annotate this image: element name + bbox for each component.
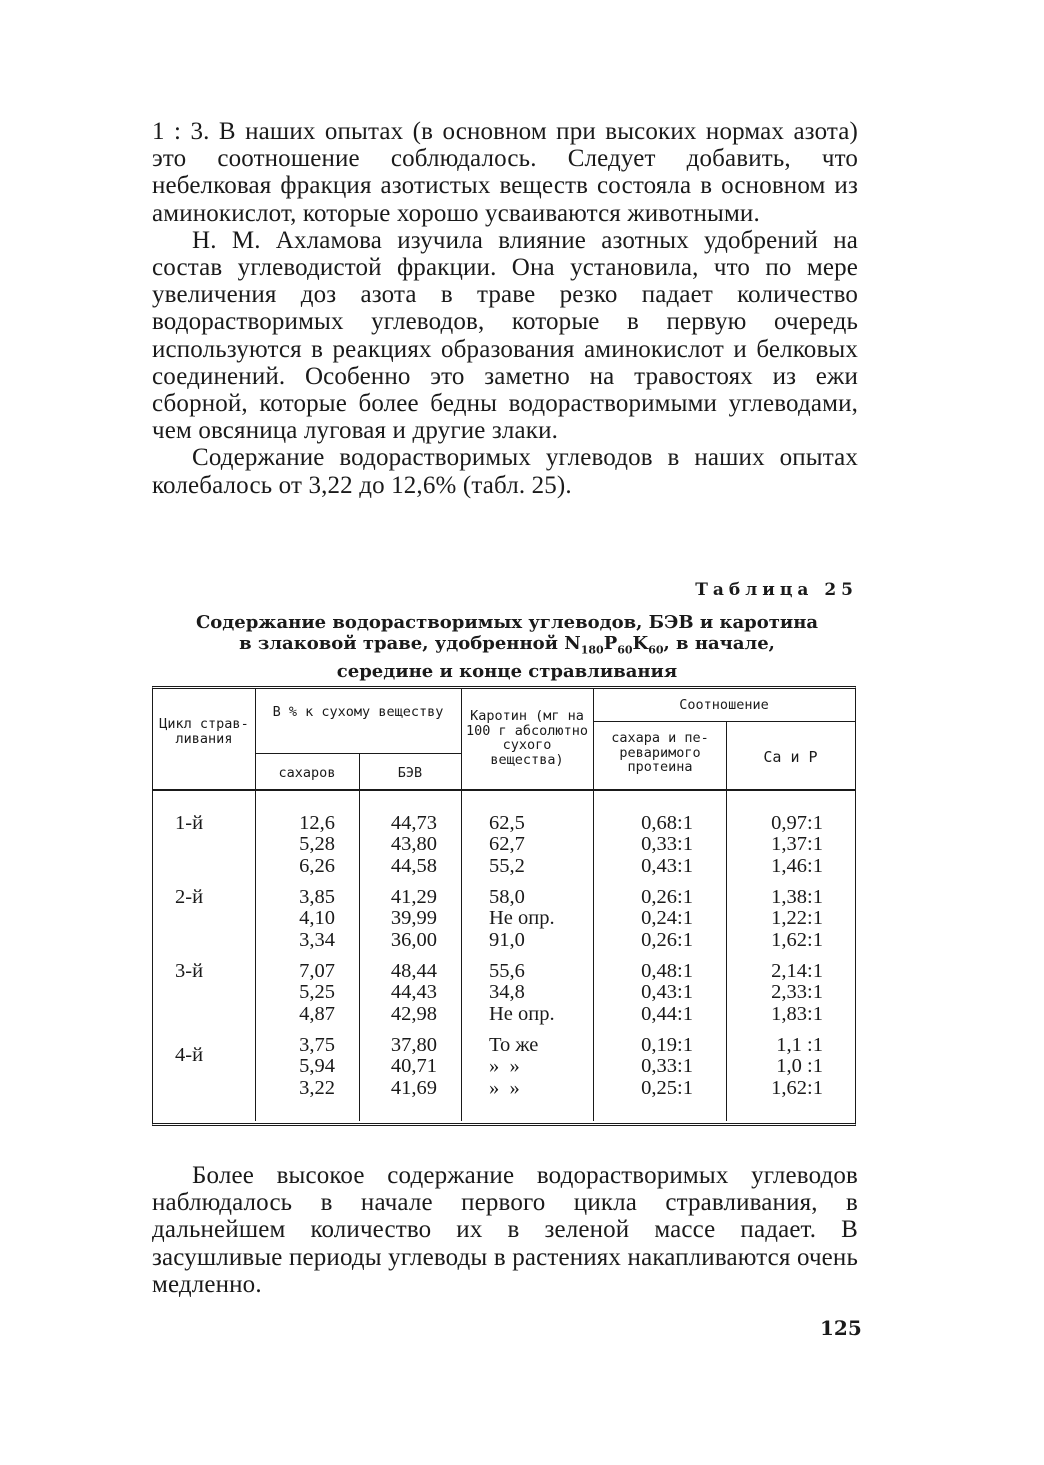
table-cell: 5,28 — [299, 833, 335, 856]
table-cell: 39,99 — [390, 907, 437, 930]
paragraph-3: Содержание водорастворимых углеводов в наших опытах колебалось от 3,22 до 12,6% (табл. 25). — [152, 444, 858, 499]
cycle-label: 3-й — [175, 959, 204, 982]
table-cell: 42,98 — [390, 1002, 437, 1025]
column-carotene — [489, 813, 555, 1109]
table-row-group — [379, 1035, 437, 1099]
table-label: Таблица 25 — [695, 580, 858, 600]
table-cell: 1,46:1 — [771, 854, 823, 877]
table-cell: 5,94 — [299, 1055, 335, 1078]
column-cycle — [175, 813, 203, 1109]
table-cell: 44,73 — [390, 812, 437, 834]
table-row-group — [281, 887, 335, 951]
table-cell: 37,80 — [390, 1034, 437, 1057]
caption-line-1: Содержание водорастворимых углеводов, БЭВ и каротина — [195, 612, 819, 633]
table-cell: 1,0 :1 — [776, 1055, 823, 1078]
cycle-label: 2-й — [175, 885, 204, 908]
table-cell: 1,62:1 — [771, 928, 823, 951]
table-cell: 34,8 — [489, 981, 525, 1004]
table-row-group — [621, 1035, 693, 1099]
table-cell: 1,38:1 — [771, 886, 823, 909]
header-cycle: Цикл стравливания — [159, 716, 249, 747]
table-row-group — [379, 813, 437, 877]
table-row-group — [379, 887, 437, 951]
table-cell: 4,10 — [299, 907, 335, 930]
table-row-group — [489, 887, 555, 951]
table-row-group — [281, 961, 335, 1025]
header-bev: БЭВ — [397, 765, 423, 781]
table-cell: 44,58 — [390, 854, 437, 877]
table-cell: 0,19:1 — [641, 1034, 693, 1057]
table-cell: 1,1 :1 — [776, 1034, 823, 1057]
table-row-group — [621, 961, 693, 1025]
table-cell: Не опр. — [489, 1002, 555, 1025]
table-cell: 3,34 — [299, 928, 335, 951]
table-cell: » » — [489, 1055, 520, 1078]
table-cell: 1,62:1 — [771, 1076, 823, 1099]
table-cell: 0,48:1 — [641, 960, 693, 983]
paragraph-2: Н. М. Ахламова изучила влияние азотных удобрений на состав углеводистой фракции. Она установила, что по мере увеличения доз азота в траве резко падает количество водорастворимых углеводов, которые в первую очередь используются в реакциях образования аминокислот и белковых соединений. Особенно это заметно на травостоях из ежи сборной, которые более бедны водорастворимыми углеводами, чем овсяница луговая и другие злаки. — [152, 226, 858, 445]
table-cell: 62,7 — [489, 833, 525, 856]
column-bev — [379, 813, 437, 1109]
table-row-group — [753, 1035, 823, 1099]
table-cell: 1,37:1 — [771, 833, 823, 856]
table-cell: 12,6 — [299, 812, 335, 834]
header-ratio: Соотношение — [679, 697, 769, 713]
header-ca-p: Са и Р — [763, 748, 818, 766]
header-dry-matter: В % к сухому веществу — [272, 704, 444, 720]
header-sugar-protein: сахара и переваримого протеина — [611, 730, 709, 775]
caption-line-3: середине и конце стравливания — [336, 660, 678, 682]
table-cell: 3,75 — [299, 1034, 335, 1057]
table-cell: 0,33:1 — [641, 833, 693, 856]
paragraph-bottom: Более высокое содержание водорастворимых углеводов наблюдалось в начале первого цикла стравливания, в дальнейшем количество их в зеленой массе падает. В засушливые периоды углеводы в растениях накапливаются очень медленно. — [152, 1162, 858, 1298]
table-row-group — [621, 813, 693, 877]
page — [152, 118, 858, 1099]
column-sugar-protein — [621, 813, 693, 1109]
table-cell: 5,25 — [299, 981, 335, 1004]
table-cell: 0,26:1 — [641, 928, 693, 951]
table-row-group — [489, 1035, 555, 1099]
cycle-label: 4-й — [175, 1043, 204, 1066]
table-cell: 0,43:1 — [641, 981, 693, 1004]
table-row-group — [753, 961, 823, 1025]
table-row-group — [281, 813, 335, 877]
table-cell: 0,24:1 — [641, 907, 693, 930]
table-caption — [192, 612, 822, 682]
table-row-group — [489, 813, 555, 877]
table-cell: 41,29 — [390, 886, 437, 909]
table-cell: 3,22 — [299, 1076, 335, 1099]
table-cell: 0,25:1 — [641, 1076, 693, 1099]
table-row-group — [753, 813, 823, 877]
page-number: 125 — [820, 1316, 862, 1340]
table-cell: 0,68:1 — [641, 812, 693, 834]
table-cell: 1,83:1 — [771, 1002, 823, 1025]
cycle-label: 1-й — [175, 812, 204, 834]
table-cell: 55,2 — [489, 854, 525, 877]
caption-line-2: в злаковой траве, удобренной $N_{180}P_{60}K_{60}$, в начале, — [239, 633, 775, 657]
table-row-group — [489, 961, 555, 1025]
table-cell: 44,43 — [390, 981, 437, 1004]
table-cell: 62,5 — [489, 812, 525, 834]
column-ca-p — [753, 813, 823, 1109]
table-cell: 4,87 — [299, 1002, 335, 1025]
table-cell: 0,97:1 — [771, 812, 823, 834]
column-sugars — [281, 813, 335, 1109]
table-row-group — [753, 887, 823, 951]
table-cell: 55,6 — [489, 960, 525, 983]
header-sugars: сахаров — [278, 765, 336, 781]
table-row-group — [281, 1035, 335, 1099]
table-cell: 1,22:1 — [771, 907, 823, 930]
table-cell: 0,43:1 — [641, 854, 693, 877]
table-cell: Не опр. — [489, 907, 555, 930]
table-cell: 6,26 — [299, 854, 335, 877]
table-cell: 2,14:1 — [771, 960, 823, 983]
table-row-group — [621, 887, 693, 951]
table-cell: 41,69 — [390, 1076, 437, 1099]
data-table — [152, 686, 856, 1126]
header-carotene: Каротин (мг на 100 г абсолютно сухого вещества) — [466, 708, 588, 768]
table-cell: 7,07 — [299, 960, 335, 983]
table-cell: 0,33:1 — [641, 1055, 693, 1078]
table-cell: 40,71 — [390, 1055, 437, 1078]
table-cell: 3,85 — [299, 886, 335, 909]
table-cell: 58,0 — [489, 886, 525, 909]
table-cell: » » — [489, 1076, 520, 1099]
table-cell: 0,44:1 — [641, 1002, 693, 1025]
table-cell: 48,44 — [390, 960, 437, 983]
table-cell: То же — [489, 1034, 539, 1057]
table-cell: 36,00 — [390, 928, 437, 951]
paragraph-1: 1 : 3. В наших опытах (в основном при высоких нормах азота) это соотношение соблюдалось. Следует добавить, что небелковая фракция азотистых веществ состояла в основном из аминокислот, которые хорошо усваиваются животными. — [152, 118, 858, 227]
table-cell: 43,80 — [390, 833, 437, 856]
table-row-group — [379, 961, 437, 1025]
table-cell: 0,26:1 — [641, 886, 693, 909]
table-cell: 2,33:1 — [771, 981, 823, 1004]
table-cell: 91,0 — [489, 928, 525, 951]
